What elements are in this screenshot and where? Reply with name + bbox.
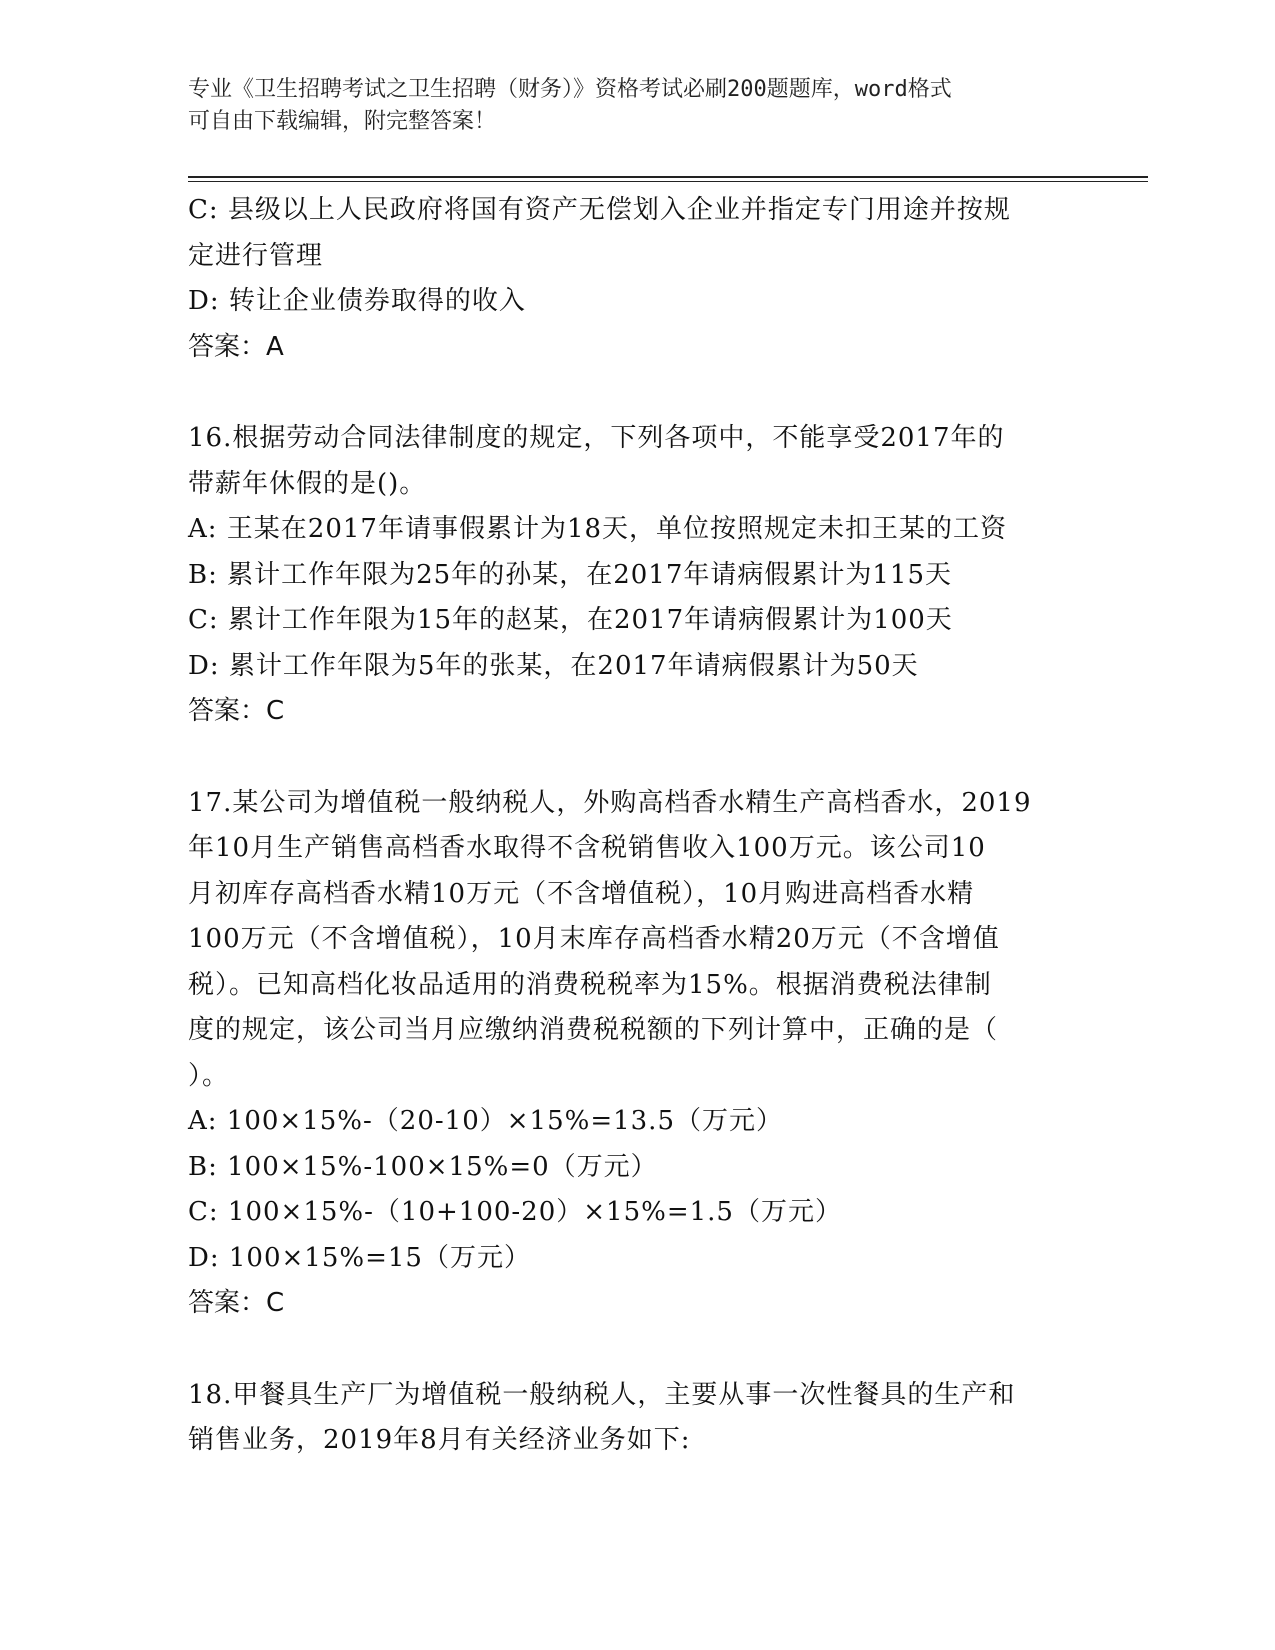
question-15-block xyxy=(188,188,1088,370)
option-d: D: 转让企业债券取得的收入 xyxy=(188,286,526,316)
option-c-line-1: C: 县级以上人民政府将国有资产无偿划入企业并指定专门用途并按规 xyxy=(188,195,1011,225)
document-body xyxy=(188,188,1088,1464)
question-stem-line-2: 年10月生产销售高档香水取得不含税销售收入100万元。该公司10 xyxy=(188,833,986,863)
header-divider-thin xyxy=(188,181,1148,182)
option-a: A: 王某在2017年请事假累计为18天，单位按照规定未扣王某的工资 xyxy=(188,514,1008,544)
question-stem-line-1: 17.某公司为增值税一般纳税人，外购高档香水精生产高档香水，2019 xyxy=(188,787,1032,818)
question-18-block xyxy=(188,1373,1088,1464)
question-stem-line-4: 100万元（不含增值税），10月末库存高档香水精20万元（不含增值 xyxy=(188,924,1000,954)
question-stem-line-5: 税）。已知高档化妆品适用的消费税税率为15%。根据消费税法律制 xyxy=(188,969,992,1000)
question-stem-line-1: 16.根据劳动合同法律制度的规定，下列各项中，不能享受2017年的 xyxy=(188,423,1005,453)
answer: 答案：C xyxy=(188,696,285,726)
option-b: B: 100×15%-100×15%=0（万元） xyxy=(188,1151,658,1182)
option-d: D: 累计工作年限为5年的张某，在2017年请病假累计为50天 xyxy=(188,650,919,681)
question-stem-line-1: 18.甲餐具生产厂为增值税一般纳税人，主要从事一次性餐具的生产和 xyxy=(188,1379,1016,1410)
option-c: C: 累计工作年限为15年的赵某，在2017年请病假累计为100天 xyxy=(188,605,953,635)
option-b: B: 累计工作年限为25年的孙某，在2017年请病假累计为115天 xyxy=(188,559,953,590)
question-stem-line-2: 带薪年休假的是()。 xyxy=(188,468,427,499)
option-c-line-2: 定进行管理 xyxy=(188,240,324,271)
header-divider-thick xyxy=(188,176,1148,178)
option-a: A: 100×15%-（20-10）×15%=13.5（万元） xyxy=(188,1106,783,1136)
question-17-block xyxy=(188,781,1088,1327)
option-d: D: 100×15%=15（万元） xyxy=(188,1242,531,1273)
option-c: C: 100×15%-（10+100-20）×15%=1.5（万元） xyxy=(188,1197,842,1227)
question-stem-line-7: ）。 xyxy=(188,1060,230,1091)
answer: 答案：C xyxy=(188,1288,285,1318)
document-header xyxy=(188,74,1088,138)
question-stem-line-3: 月初库存高档香水精10万元（不含增值税），10月购进高档香水精 xyxy=(188,878,975,909)
answer: 答案：A xyxy=(188,331,284,362)
spacer xyxy=(188,1327,1088,1373)
spacer xyxy=(188,370,1088,416)
question-stem-line-6: 度的规定，该公司当月应缴纳消费税税额的下列计算中，正确的是（ xyxy=(188,1015,999,1045)
header-line-1: 专业《卫生招聘考试之卫生招聘（财务）》资格考试必刷200题题库，word格式 xyxy=(188,77,952,102)
question-stem-line-2: 销售业务，2019年8月有关经济业务如下: xyxy=(188,1425,691,1455)
header-line-2: 可自由下载编辑，附完整答案！ xyxy=(188,109,497,134)
spacer xyxy=(188,735,1088,781)
question-16-block xyxy=(188,416,1088,735)
